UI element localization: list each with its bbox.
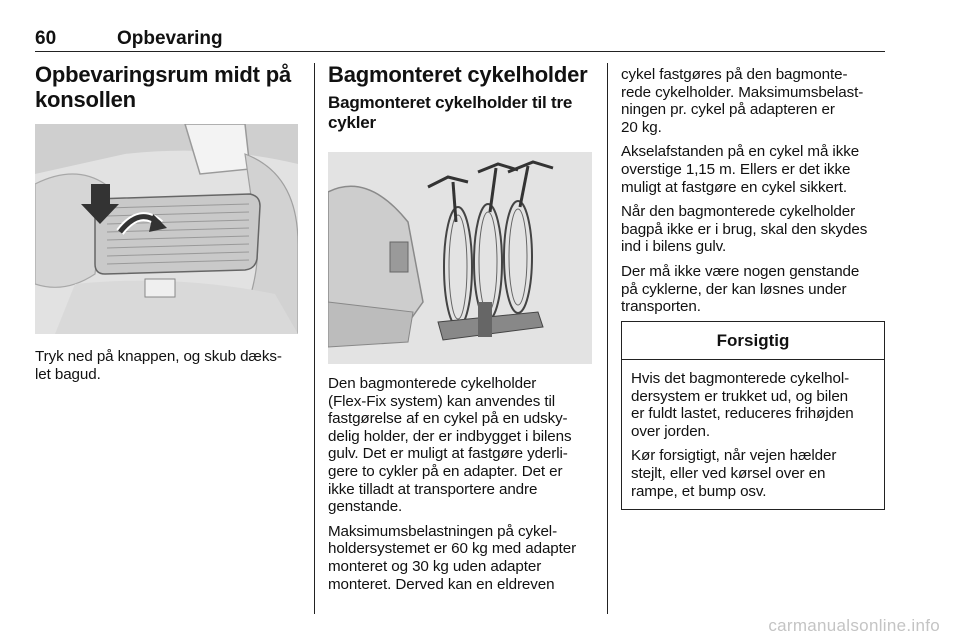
bike-carrier-illustration bbox=[328, 152, 592, 364]
column-left bbox=[35, 62, 300, 112]
paragraph: Der må ikke være nogen genstande på cyklerne, der kan løsnes under transporten. bbox=[621, 262, 860, 316]
caution-box bbox=[621, 321, 885, 510]
page-header bbox=[35, 26, 885, 52]
column-divider bbox=[314, 63, 315, 614]
paragraph: Den bagmonterede cykelholder (Flex-Fix system) kan anvendes til fastgørelse af en cykel på en udsky- delig holder, der er indbygget i bilens gulv. Det er muligt at fastgøre yderli- gere to cykler på en adapter. Det er ikke tilladt at transportere andre genstande. bbox=[328, 375, 572, 516]
paragraph: Når den bagmonterede cykelholder bagpå ikke er i brug, skal den skydes ind i bilens gulv. bbox=[621, 203, 868, 256]
console-storage-illustration bbox=[35, 124, 298, 334]
subheading-three-bikes: Bagmonteret cykelholder til tre cykler bbox=[328, 93, 573, 132]
caption-console: Tryk ned på knappen, og skub dæks- let bagud. bbox=[35, 348, 282, 383]
paragraph: cykel fastgøres på den bagmonte- rede cykelholder. Maksimumsbelast- ningen pr. cykel på adapteren er 20 kg. bbox=[621, 66, 864, 136]
page-number: 60 bbox=[35, 28, 57, 49]
section-heading-bike-carrier: Bagmonteret cykelholder bbox=[328, 62, 588, 87]
column-middle bbox=[328, 62, 594, 133]
section-heading-console: Opbevaringsrum midt på konsollen bbox=[35, 62, 291, 112]
caution-title: Forsigtig bbox=[622, 322, 884, 360]
paragraph: Maksimumsbelastningen på cykel- holdersystemet er 60 kg med adapter monteret og 30 kg uden adapter monteret. Derved kan en eldreven bbox=[328, 522, 577, 593]
bike-carrier-text bbox=[328, 375, 594, 593]
caution-paragraph: Kør forsigtigt, når vejen hælder stejlt, eller ved kørsel over en rampe, et bump osv. bbox=[631, 447, 837, 500]
caution-paragraph: Hvis det bagmonterede cykelhol- dersystem er trukket ud, og bilen er fuldt lastet, reduceres frihøjden over jorden. bbox=[631, 370, 854, 440]
column-right bbox=[621, 66, 887, 316]
running-title: Opbevaring bbox=[117, 28, 223, 49]
column-divider bbox=[607, 63, 608, 614]
paragraph: Akselafstanden på en cykel må ikke overstige 1,15 m. Ellers er det ikke muligt at fastgøre en cykel sikkert. bbox=[621, 143, 860, 196]
watermark: carmanualsonline.info bbox=[768, 616, 940, 635]
